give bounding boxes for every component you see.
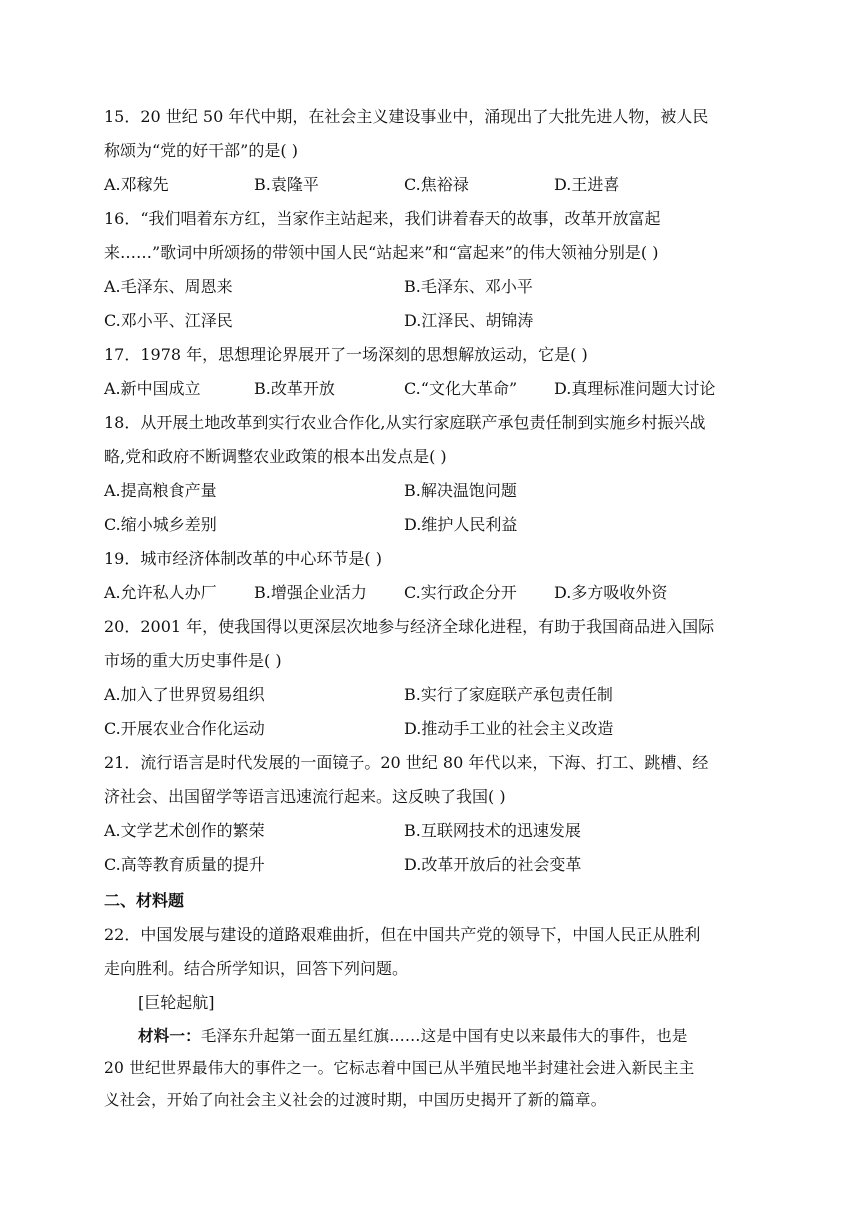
material-one bbox=[104, 1020, 764, 1116]
question-18-line-2: 略,党和政府不断调整农业政策的根本出发点是( ) bbox=[104, 447, 447, 466]
question-22-line-2: 走向胜利。结合所学知识，回答下列问题。 bbox=[104, 959, 409, 978]
option-a: A.文学艺术创作的繁荣 bbox=[104, 821, 265, 840]
option-a: A.邓稼先 bbox=[104, 175, 169, 194]
question-19-line-1: 19．城市经济体制改革的中心环节是( ) bbox=[104, 549, 382, 568]
material-lead: 材料一： bbox=[138, 1026, 201, 1045]
option-c: C.邓小平、江泽民 bbox=[104, 311, 233, 330]
question-18-options-row-1 bbox=[104, 474, 764, 508]
option-c: C.开展农业合作化运动 bbox=[104, 719, 265, 738]
option-b: B.解决温饱问题 bbox=[404, 481, 517, 500]
question-17 bbox=[104, 338, 764, 406]
option-d: D.江泽民、胡锦涛 bbox=[404, 311, 534, 330]
option-d: D.真理标准问题大讨论 bbox=[554, 379, 716, 398]
option-d: D.推动手工业的社会主义改造 bbox=[404, 719, 614, 738]
section-heading: 二、材料题 bbox=[104, 891, 185, 910]
option-d: D.维护人民利益 bbox=[404, 515, 518, 534]
option-a: A.允许私人办厂 bbox=[104, 583, 217, 602]
question-16-line-2: 来……”歌词中所颂扬的带领中国人民“站起来”和“富起来”的伟大领袖分别是( ) bbox=[104, 243, 659, 262]
question-20 bbox=[104, 610, 764, 746]
question-20-options-row-1 bbox=[104, 678, 764, 712]
question-22-line-1: 22．中国发展与建设的道路艰难曲折，但在中国共产党的领导下，中国人民正从胜利 bbox=[104, 925, 701, 944]
question-16-options-row-2 bbox=[104, 304, 764, 338]
option-b: B.互联网技术的迅速发展 bbox=[404, 821, 581, 840]
question-16-options-row-1 bbox=[104, 270, 764, 304]
question-20-line-2: 市场的重大历史事件是( ) bbox=[104, 651, 282, 670]
question-16-line-1: 16．“我们唱着东方红，当家作主站起来，我们讲着春天的故事，改革开放富起 bbox=[104, 209, 661, 228]
question-19 bbox=[104, 542, 764, 610]
question-21-options-row-2 bbox=[104, 848, 764, 882]
question-21-options-row-1 bbox=[104, 814, 764, 848]
option-c: C.“文化大革命” bbox=[404, 379, 518, 398]
question-15-options bbox=[104, 168, 764, 202]
option-b: B.实行了家庭联产承包责任制 bbox=[404, 685, 613, 704]
question-21-line-2: 济社会、出国留学等语言迅速流行起来。这反映了我国( ) bbox=[104, 787, 506, 806]
option-a: A.加入了世界贸易组织 bbox=[104, 685, 265, 704]
option-b: B.袁隆平 bbox=[254, 175, 319, 194]
material-line-3: 义社会，开始了向社会主义社会的过渡时期，中国历史揭开了新的篇章。 bbox=[104, 1091, 607, 1109]
question-21-line-1: 21．流行语言是时代发展的一面镜子。20 世纪 80 年代以来，下海、打工、跳槽、经 bbox=[104, 753, 709, 772]
option-a: A.新中国成立 bbox=[104, 379, 201, 398]
option-b: B.毛泽东、邓小平 bbox=[404, 277, 533, 296]
question-15 bbox=[104, 100, 764, 202]
question-16 bbox=[104, 202, 764, 338]
option-a: A.毛泽东、周恩来 bbox=[104, 277, 233, 296]
material-line-1 bbox=[104, 1020, 764, 1052]
question-15-line-2: 称颂为“党的好干部”的是( ) bbox=[104, 141, 298, 160]
question-17-line-1: 17．1978 年，思想理论界展开了一场深刻的思想解放运动，它是( ) bbox=[104, 345, 588, 364]
option-d: D.多方吸收外资 bbox=[554, 583, 668, 602]
question-15-line-1: 15．20 世纪 50 年代中期，在社会主义建设事业中，涌现出了大批先进人物，被人民 bbox=[104, 107, 709, 126]
option-c: C.缩小城乡差别 bbox=[104, 515, 217, 534]
subheading: [巨轮起航] bbox=[138, 993, 215, 1012]
material-line-2: 20 世纪世界最伟大的事件之一。它标志着中国已从半殖民地半封建社会进入新民主主 bbox=[104, 1059, 695, 1077]
option-b: B.增强企业活力 bbox=[254, 583, 367, 602]
question-18 bbox=[104, 406, 764, 542]
option-d: D.王进喜 bbox=[554, 175, 620, 194]
option-c: C.高等教育质量的提升 bbox=[104, 855, 265, 874]
question-18-options-row-2 bbox=[104, 508, 764, 542]
question-19-options bbox=[104, 576, 764, 610]
option-d: D.改革开放后的社会变革 bbox=[404, 855, 582, 874]
option-c: C.实行政企分开 bbox=[404, 583, 517, 602]
question-21 bbox=[104, 746, 764, 882]
question-22 bbox=[104, 918, 764, 1116]
question-18-line-1: 18．从开展土地改革到实行农业合作化,从实行家庭联产承包责任制到实施乡村振兴战 bbox=[104, 413, 706, 432]
question-20-options-row-2 bbox=[104, 712, 764, 746]
question-20-line-1: 20．2001 年，使我国得以更深层次地参与经济全球化进程，有助于我国商品进入国际 bbox=[104, 617, 715, 636]
material-text-1: 毛泽东升起第一面五星红旗……这是中国有史以来最伟大的事件，也是 bbox=[200, 1027, 688, 1045]
question-17-options bbox=[104, 372, 764, 406]
option-b: B.改革开放 bbox=[254, 379, 335, 398]
option-a: A.提高粮食产量 bbox=[104, 481, 217, 500]
document-page bbox=[104, 100, 764, 1116]
option-c: C.焦裕禄 bbox=[404, 175, 469, 194]
